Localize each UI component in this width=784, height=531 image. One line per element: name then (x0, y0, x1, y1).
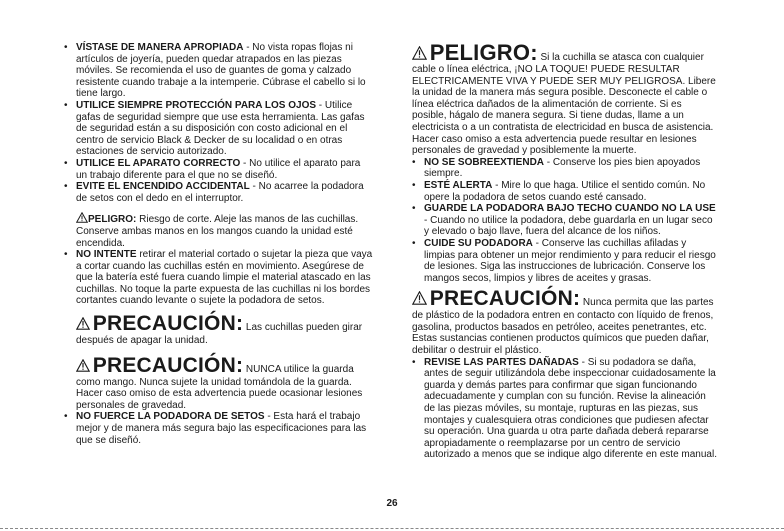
warning-triangle-icon (76, 359, 90, 372)
right-bullet-list (412, 157, 718, 285)
item-text: - Utilice gafas de seguridad siempre que use esta herramienta. Las gafas de seguridad están a su disposición con costo adicional en el centro de servicio Black & Decker de su localidad o en otras estaciones de servicio autorizado. (76, 99, 365, 158)
warning-triangle-icon (412, 46, 427, 60)
warning-triangle-icon (412, 291, 427, 305)
left-bullet-list-3 (64, 411, 374, 446)
item-title: NO FUERCE LA PODADORA DE SETOS (76, 411, 265, 423)
item-text: - Conserve las cuchillas afiladas y limpias para obtener un mejor rendimiento y para reducir el riesgo de lesiones. Siga las instrucciones de lubricación. Conserve los mangos secos, limpios y libres de aceites y grasas. (424, 237, 716, 284)
precaucion-warning-2 (64, 355, 374, 412)
precaucion-warning-right (412, 288, 718, 356)
item-title: ESTÉ ALERTA (424, 179, 493, 191)
item-text: - No acarree la podadora de setos con el dedo en el interruptor. (76, 181, 364, 204)
item-text: - No vista ropas flojas ni artículos de joyería, pueden quedar atrapados en las piezas móviles. Se recomienda el uso de guantes de goma y calzado resistente cuando trabaje a la intemperie. Cúbrase el cabello si lo tiene largo. (76, 42, 366, 100)
item-text: - Si su podadora se daña, antes de seguir utilizándola debe inspeccionar cuidadosamente la guarda y demás partes para confirmar que sigan funcionando adecuadamente y cumplan con su función. Revise la alineación de las piezas móviles, su montaje, rupturas en las piezas, sus montajes y cualesquiera otras condiciones que pudiesen afectar su operación. Una guarda u otra parte dañada deberá repararse apropiadamente o reemplazarse por un centro de servicio autorizado a menos que se indique algo diferente en este manual. (424, 356, 717, 461)
warning-text: Las cuchillas pueden girar después de apagar la unidad. (76, 322, 363, 347)
item-text: - Esta hará el trabajo mejor y de manera más segura bajo las especificaciones para las que se diseñó. (76, 411, 367, 446)
peligro-warning-right (412, 42, 718, 157)
item-text: retirar el material cortado o sujetar la pieza que vaya a cortar cuando las cuchillas estén en movimiento. Asegúrese de que la batería esté fuera cuando limpie el material atascado en las cuchillas. No toque la parte expuesta de las cuchillas ni los bordes cortantes cuando levante o sujete la podadora de setos. (76, 249, 373, 307)
list-item (412, 157, 718, 180)
item-text: - Mire lo que haga. Utilice el sentido común. No opere la podadora de setos cuando esté cansado. (424, 179, 706, 203)
list-item (412, 180, 718, 203)
item-title: UTILICE EL APARATO CORRECTO (76, 157, 241, 169)
warning-text: Nunca permita que las partes de plástico de la podadora entren en contacto con líquido de frenos, gasolina, productos basados en petróleo, aceites penetrantes, etc. Estas sustancias contienen productos químicos que pueden dañar, debilitar o destruir el plástico. (412, 297, 714, 357)
item-title: NO SE SOBREEXTIENDA (424, 156, 545, 168)
list-item (64, 158, 374, 181)
list-item (64, 181, 374, 204)
warning-heading: PRECAUCIÓN: (92, 312, 244, 336)
item-title: EVITE EL ENCENDIDO ACCIDENTAL (76, 181, 250, 193)
item-title: GUARDE LA PODADORA BAJO TECHO CUANDO NO LA USE (424, 203, 716, 215)
item-text: - Conserve los pies bien apoyados siempre. (424, 156, 701, 180)
list-item (64, 249, 374, 307)
warning-heading: PRECAUCIÓN: (92, 353, 244, 377)
list-item (64, 100, 374, 158)
list-item (412, 238, 718, 284)
list-item (64, 42, 374, 100)
left-column (64, 42, 374, 446)
warning-triangle-icon (76, 212, 88, 223)
left-bullet-list (64, 42, 374, 204)
list-item (64, 411, 374, 446)
warning-heading: PRECAUCIÓN: (429, 287, 581, 311)
warning-text: Si la cuchilla se atasca con cualquier cable o línea eléctrica, ¡NO LA TOQUE! PUEDE RESULTAR ELECTRICAMENTE VIVA Y PUEDE SER MUY PELIGROSA. Libere la unidad de la manera más segura posible. Desconecte el cable o línea eléctrica dañados de la alimentación de corriente. Si es posible, hágalo de manera segura. Si tiene dudas, llame a un electricista o a un contratista de electricidad en busca de asistencia. Hacer caso omiso a esta advertencia puede resultar en lesiones personales de gravedad y posiblemente la muerte. (412, 52, 716, 157)
warning-text: NUNCA utilice la guarda como mango. Nunca sujete la unidad tomándola de la guarda. Hacer caso omiso de esta advertencia puede ocasionar lesiones personales de gravedad. (76, 363, 363, 411)
right-bullet-list-2 (412, 357, 718, 461)
right-column (412, 42, 718, 461)
list-item (412, 357, 718, 461)
warning-heading: PELIGRO: (429, 40, 538, 65)
left-bullet-list-2 (64, 249, 374, 307)
list-item (412, 203, 718, 238)
warning-label: PELIGRO: (88, 214, 137, 226)
item-text: - Cuando no utilice la podadora, debe guardarla en un lugar seco y elevado o bajo llave, fuera del alcance de los niños. (424, 214, 713, 238)
warning-triangle-icon (76, 317, 90, 330)
bottom-divider (0, 528, 784, 529)
precaucion-warning-1 (64, 313, 374, 347)
item-title: REVISE LAS PARTES DAÑADAS (424, 356, 579, 368)
item-title: CUIDE SU PODADORA (424, 237, 533, 249)
page-number: 26 (386, 498, 398, 509)
item-title: VÍSTASE DE MANERA APROPIADA (76, 42, 244, 53)
item-title: UTILICE SIEMPRE PROTECCIÓN PARA LOS OJOS (76, 99, 317, 111)
warning-text: Riesgo de corte. Aleje las manos de las cuchillas. Conserve ambas manos en los mangos cuando la unidad esté encendida. (76, 214, 359, 249)
item-title: NO INTENTE (76, 249, 137, 261)
item-text: - No utilice el aparato para un trabajo diferente para el que no se diseñó. (76, 157, 361, 181)
peligro-warning (64, 212, 374, 249)
